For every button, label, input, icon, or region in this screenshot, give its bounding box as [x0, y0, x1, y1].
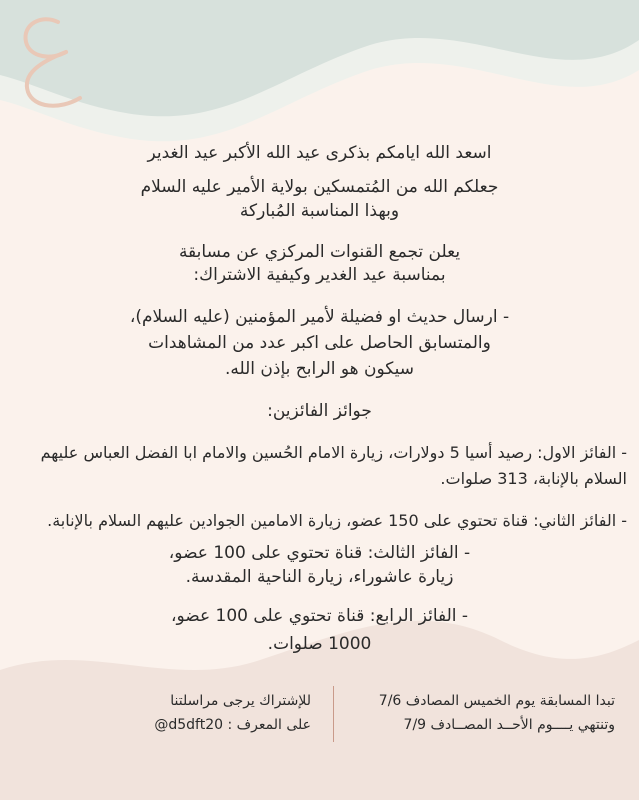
greeting-line-2: جعلكم الله من المُتمسكين بولاية الأمير عليه السلام [140, 177, 499, 197]
first-prize-line-2: السلام بالإنابة، 313 صلوات. [440, 469, 627, 488]
footer-divider [333, 686, 334, 742]
prizes-heading: جوائز الفائزين: [267, 401, 372, 421]
third-prize-line-2: زيارة عاشوراء، زيارة الناحية المقدسة. [185, 567, 454, 587]
contact-instruction: للإشتراك يرجى مراسلتنا [170, 693, 311, 709]
competition-end-date: وتنتهي يــــوم الأحــد المصــادف 7/9 [403, 717, 615, 733]
contact-handle: على المعرف : d5dft20@ [154, 717, 311, 733]
second-prize: - الفائز الثاني: قناة تحتوي على 150 عضو، زيارة الامامين الجوادين عليهم السلام بالإنابة. [47, 511, 627, 530]
rules-line-3: سيكون هو الرابح بإذن الله. [224, 359, 415, 379]
greeting-line-1: اسعد الله ايامكم بذكرى عيد الله الأكبر عيد الغدير [147, 143, 492, 163]
announcement-line-1: يعلن تجمع القنوات المركزي عن مسابقة [178, 242, 461, 262]
fourth-prize-line-2: 1000 صلوات. [267, 634, 372, 654]
rules-line-1: - ارسال حديث او فضيلة لأمير المؤمنين (عليه السلام)، [129, 307, 510, 327]
rules-line-2: والمتسابق الحاصل على اكبر عدد من المشاهدات [148, 333, 491, 353]
third-prize-line-1: - الفائز الثالث: قناة تحتوي على 100 عضو، [168, 543, 471, 563]
fourth-prize-line-1: - الفائز الرابع: قناة تحتوي على 100 عضو، [170, 606, 469, 626]
competition-start-date: تبدا المسابقة يوم الخميس المصادف 7/6 [378, 693, 615, 709]
first-prize-line-1: - الفائز الاول: رصيد أسيا 5 دولارات، زيارة الامام الحُسين والامام ابا الفضل العباس عليهم [40, 443, 627, 462]
announcement-line-2: بمناسبة عيد الغدير وكيفية الاشتراك: [193, 265, 446, 285]
greeting-line-3: وبهذا المناسبة المُباركة [239, 201, 400, 221]
